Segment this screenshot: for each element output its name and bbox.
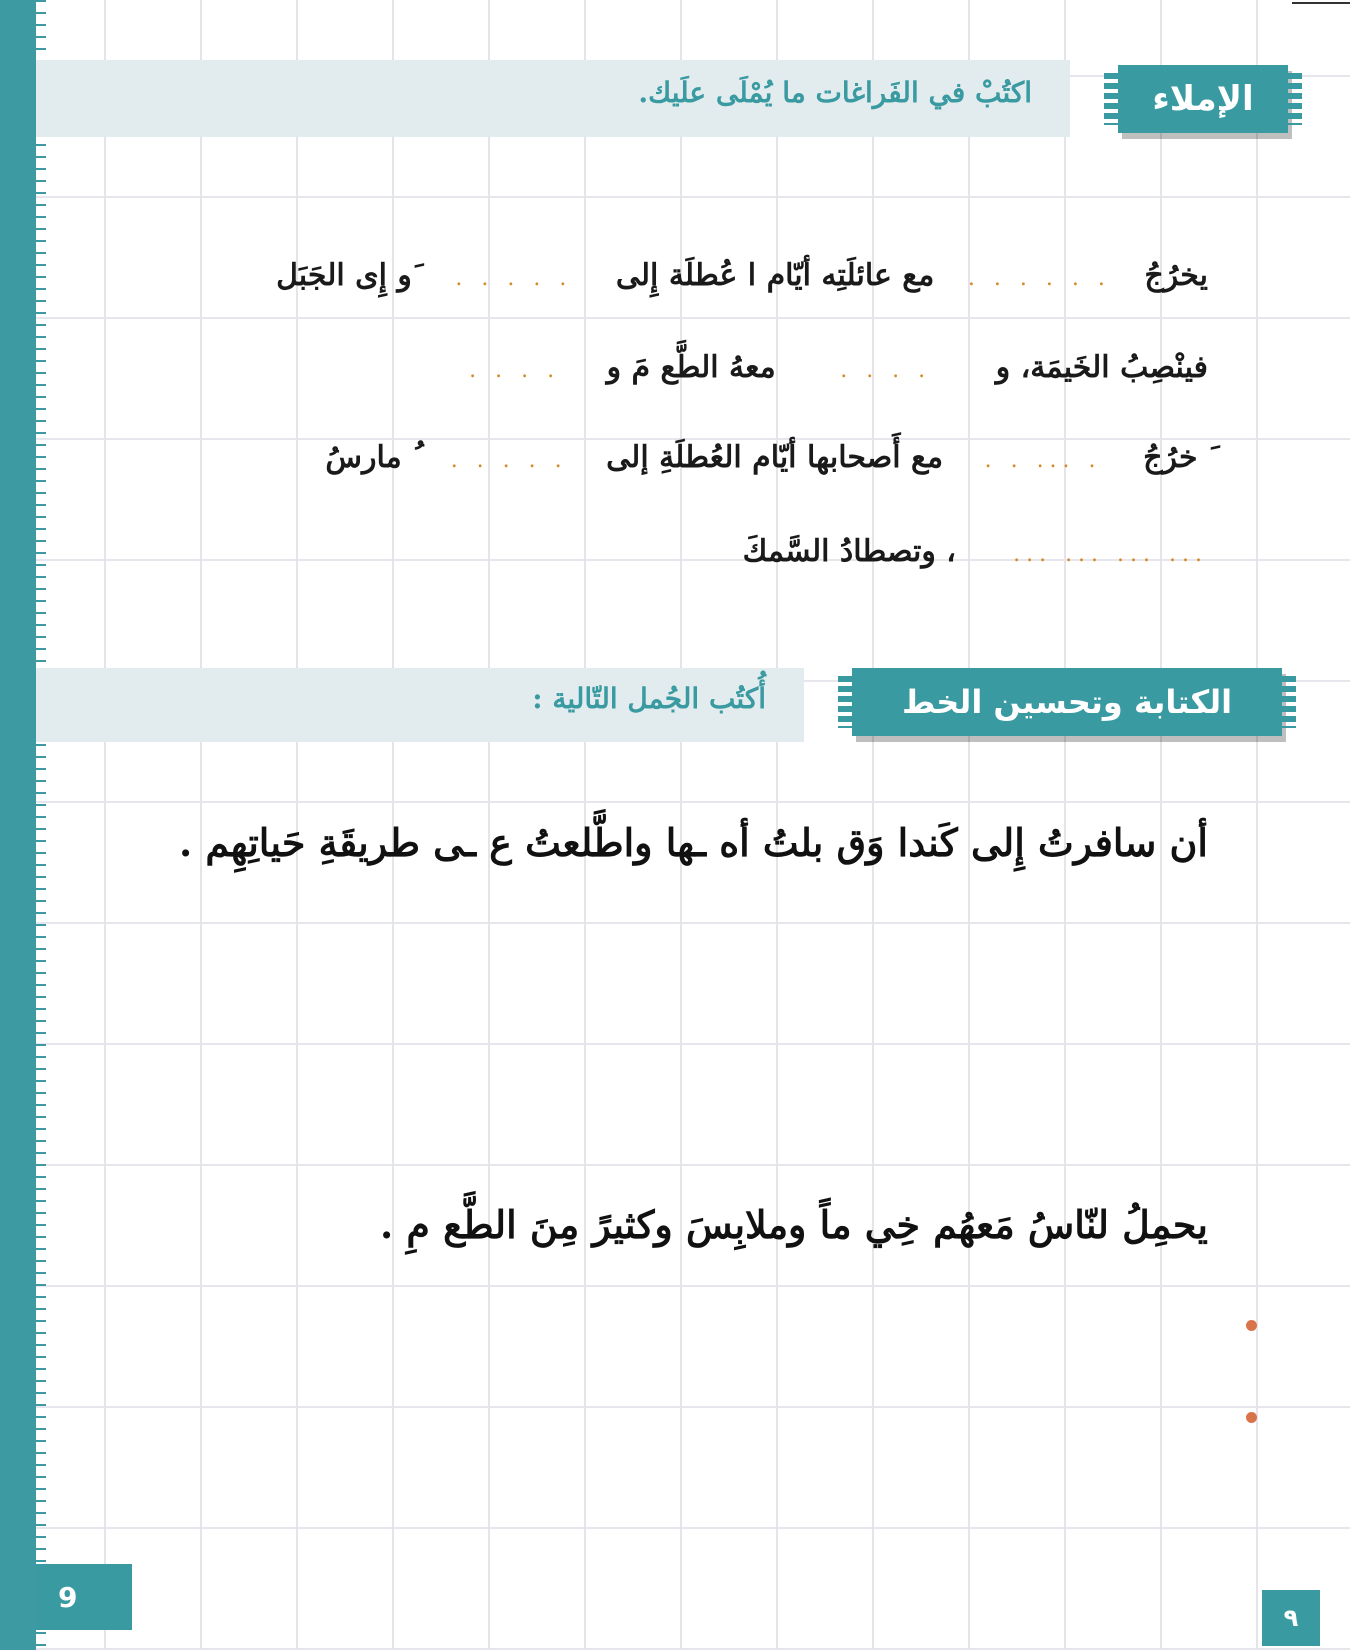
dictation-instruction: اكتُبْ في الفَراغات ما يُمْلَى علَيك. [638,76,1032,109]
bullet-marker-1 [1246,1320,1257,1331]
page-number-latin: 9 [36,1564,132,1630]
writing-instruction: أُكتُب الجُمل التّالية : [532,682,766,715]
line3-blank-2[interactable]: . . . . . [450,448,568,473]
page-number-arabic: ٩ [1262,1590,1320,1646]
dictation-line-3 [325,440,1208,475]
bullet-marker-2 [1246,1412,1257,1423]
line2-text-1: فينْصِبُ الخَيمَة، و [995,350,1208,385]
line3-text-1: َ خرُجُ [1143,440,1208,475]
line1-text-3: َو إِى الجَبَل [276,258,412,293]
dictation-line-1 [276,258,1208,293]
dictation-section-tag [1118,65,1288,133]
dictation-section-tag-label: الإملاء [1152,79,1254,119]
line2-blank-2[interactable]: . . . . [469,358,561,383]
writing-sentence-1: أن سافرتُ إِلى كَندا وَق بلتُ أه ـها واطَّلعتُ ع ـى طريقَةِ حَياتِهِم . [178,820,1208,865]
line2-blank-1[interactable]: . . . . [840,358,932,383]
line1-blank-1[interactable]: . . . . . . [967,266,1111,291]
left-margin-ruler-ticks [36,0,46,1650]
line2-text-2: معهُ الطَّع مَ و [606,350,776,385]
line1-blank-2[interactable]: . . . . . [455,266,573,291]
line1-text-2: مع عائلَتِه أيّام ا عُطلَة إِلى [615,258,935,293]
line4-text-1: ، وتصطادُ السَّمكَ [742,534,956,569]
left-margin-bar [0,0,36,1650]
top-corner-rule [1292,2,1350,4]
line3-text-2: مع أَصحابها أيّام العُطلَةِ إلى [606,440,944,475]
dictation-line-2 [423,350,1208,385]
writing-sentence-2: يحمِلُ لنّاسُ مَعهُم خِي ماً وملابِسَ وكثيرً مِنَ الطَّع مِ . [379,1202,1208,1247]
line1-text-1: يخرُجُ [1144,258,1208,293]
line3-text-3: ُ مارسُ [325,440,413,475]
line4-blank-1[interactable]: ... ... ... ... [1013,542,1208,567]
writing-section-tag-label: الكتابة وتحسين الخط [901,683,1233,721]
line3-blank-1[interactable]: . ... . . [984,448,1102,473]
dictation-line-4 [743,534,1208,569]
writing-section-tag [852,668,1282,736]
